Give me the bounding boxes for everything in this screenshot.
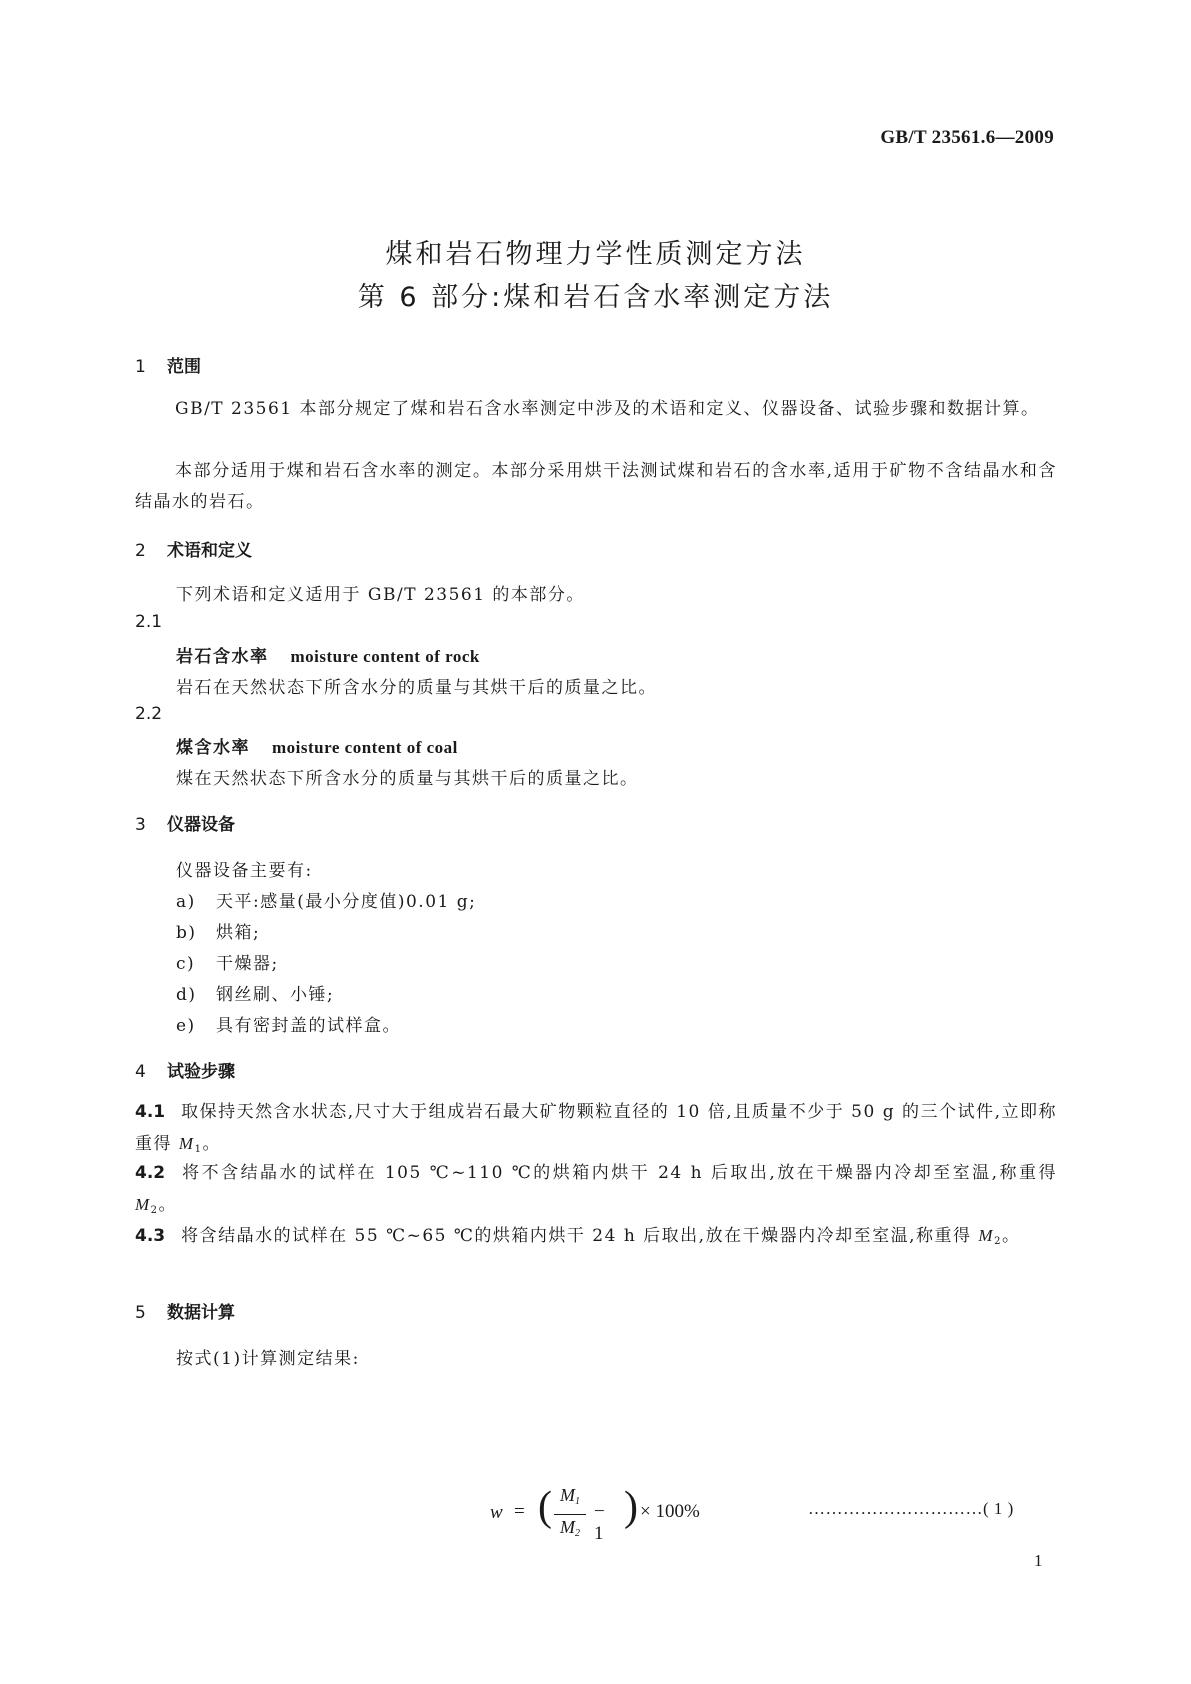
equipment-item-a: [176, 887, 476, 912]
section-4-heading: [135, 1057, 235, 1082]
formula-minus-one: − 1: [594, 1501, 605, 1544]
variable-symbol: M: [978, 1226, 995, 1245]
section-title: 试验步骤: [167, 1062, 235, 1082]
section-title: 数据计算: [167, 1303, 235, 1323]
clause-number: 4.2: [135, 1163, 166, 1183]
section-title: 仪器设备: [167, 815, 235, 835]
list-marker: a): [176, 892, 196, 912]
clause-number: 4.1: [135, 1102, 166, 1122]
formula-number: …………………………( 1 ): [808, 1499, 1014, 1518]
section-number: 3: [135, 815, 146, 835]
section-1-paragraph-1: GB/T 23561 本部分规定了煤和岩石含水率测定中涉及的术语和定义、仪器设备、试验步骤和数据计算。: [175, 399, 1040, 419]
section-1-paragraph-2: 本部分适用于煤和岩石含水率的测定。本部分采用烘干法测试煤和岩石的含水率,适用于矿物不含结晶水和含结晶水的岩石。: [135, 461, 1057, 512]
section-number: 1: [135, 357, 146, 377]
term-2-1-number: 2.1: [135, 612, 163, 632]
denominator-subscript: 2: [575, 1528, 580, 1539]
section-5-intro: 按式(1)计算测定结果:: [176, 1349, 360, 1369]
clause-end: 。: [158, 1195, 178, 1215]
clause-end: 。: [1001, 1226, 1021, 1246]
term-2-1-definition: 岩石在天然状态下所含水分的质量与其烘干后的质量之比。: [176, 678, 657, 698]
list-item-text: 干燥器;: [216, 954, 279, 974]
term-chinese: 岩石含水率: [176, 647, 269, 667]
equipment-item-e: [176, 1011, 401, 1036]
list-item-text: 天平:感量(最小分度值)0.01 g;: [216, 892, 477, 912]
variable-symbol: M: [178, 1134, 195, 1153]
document-code: GB/T 23561.6—2009: [880, 127, 1054, 148]
formula-fraction: [554, 1484, 586, 1545]
document-title-line-1: 煤和岩石物理力学性质测定方法: [385, 239, 806, 270]
variable-symbol: M: [135, 1195, 151, 1214]
formula-right-paren: ): [624, 1484, 638, 1530]
list-marker: d): [176, 985, 197, 1005]
variable-subscript: 1: [194, 1144, 203, 1155]
list-marker: c): [176, 954, 196, 974]
list-item-text: 烘箱;: [216, 923, 261, 943]
section-number: 2: [135, 541, 146, 561]
formula-lhs: w: [490, 1502, 503, 1523]
term-2-2-number: 2.2: [135, 704, 163, 724]
equipment-item-b: [176, 918, 260, 943]
term-2-2-definition: 煤在天然状态下所含水分的质量与其烘干后的质量之比。: [176, 769, 639, 789]
section-title: 术语和定义: [167, 541, 252, 561]
denominator-symbol: M: [560, 1517, 575, 1537]
equipment-item-c: [176, 949, 279, 974]
section-title: 范围: [167, 357, 201, 377]
clause-text: 将含结晶水的试样在 55 ℃~65 ℃的烘箱内烘干 24 h 后取出,放在干燥器内冷却至室温,称重得: [181, 1226, 972, 1246]
clause-text: 取保持天然含水状态,尺寸大于组成岩石最大矿物颗粒直径的 10 倍,且质量不少于 50 g 的三个试件,立即称重得: [135, 1102, 1057, 1154]
numerator-symbol: M: [560, 1485, 575, 1505]
section-number: 5: [135, 1303, 146, 1323]
clause-number: 4.3: [135, 1226, 166, 1246]
equipment-item-d: [176, 980, 334, 1005]
list-item-text: 具有密封盖的试样盒。: [216, 1016, 401, 1036]
clause-end: 。: [202, 1134, 221, 1154]
numerator-subscript: 1: [575, 1496, 580, 1507]
section-3-intro: 仪器设备主要有:: [176, 861, 313, 881]
section-number: 4: [135, 1062, 146, 1082]
formula-times-percent: × 100%: [640, 1501, 700, 1522]
section-2-intro: 下列术语和定义适用于 GB/T 23561 的本部分。: [176, 585, 585, 605]
formula-equals: =: [514, 1501, 525, 1522]
term-english: moisture content of rock: [290, 647, 480, 666]
clause-4-2: [135, 1158, 1057, 1226]
document-title-line-2: 第 6 部分:煤和岩石含水率测定方法: [357, 282, 834, 313]
section-1-heading: [135, 352, 201, 377]
formula-left-paren: (: [538, 1484, 552, 1530]
formula-denominator: [554, 1516, 586, 1545]
section-5-heading: [135, 1298, 235, 1323]
term-2-2: [176, 733, 458, 758]
term-english: moisture content of coal: [272, 738, 458, 757]
clause-4-1: [135, 1097, 1057, 1165]
clause-text: 将不含结晶水的试样在 105 ℃~110 ℃的烘箱内烘干 24 h 后取出,放在干燥器内冷却至室温,称重得: [181, 1163, 1057, 1183]
list-marker: e): [176, 1016, 196, 1036]
term-2-1: [176, 642, 480, 667]
fraction-bar: [554, 1514, 586, 1515]
list-marker: b): [176, 923, 197, 943]
section-3-heading: [135, 810, 235, 835]
page-number: 1: [1034, 1551, 1043, 1570]
section-2-heading: [135, 536, 252, 561]
formula-numerator: [554, 1484, 586, 1513]
variable-subscript: 2: [150, 1205, 159, 1216]
variable-subscript: 2: [994, 1236, 1002, 1247]
list-item-text: 钢丝刷、小锤;: [216, 985, 335, 1005]
term-chinese: 煤含水率: [176, 738, 250, 758]
clause-4-3: [135, 1220, 1057, 1257]
